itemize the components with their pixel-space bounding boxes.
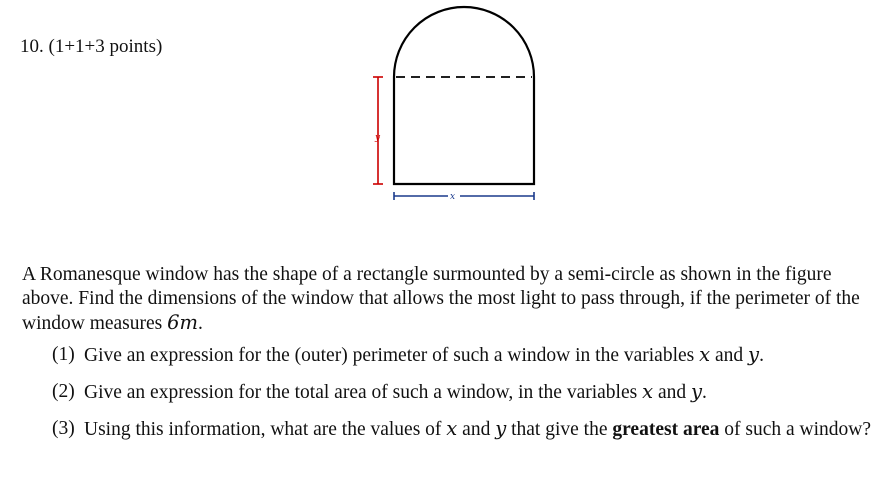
- question-3: (3) Using this information, what are the values of x and y that give the greatest area of such a window?: [52, 417, 872, 440]
- problem-number: 10. (1+1+3 points): [20, 36, 163, 57]
- width-label: x: [450, 192, 456, 202]
- window-diagram: [360, 0, 550, 210]
- emphasis-greatest-area: greatest area: [612, 419, 720, 440]
- perimeter-value: 6m: [167, 311, 199, 334]
- height-dimension: [373, 77, 383, 184]
- problem-intro: A Romanesque window has the shape of a rectangle surmounted by a semi-circle as shown in the figure above. Find the dimensions of the window that allows the most light to pass through, if the perimeter of the window measures 6m.: [22, 264, 860, 334]
- question-list: [52, 343, 872, 454]
- rectangle-outline: [394, 77, 534, 184]
- semicircle-outline: [394, 7, 534, 77]
- window-figure: [360, 0, 550, 210]
- question-1: (1) Give an expression for the (outer) perimeter of such a window in the variables x and y.: [52, 343, 764, 366]
- height-label: y: [375, 133, 381, 143]
- width-dimension: [394, 192, 534, 200]
- question-2: (2) Give an expression for the total area of such a window, in the variables x and y.: [52, 380, 707, 403]
